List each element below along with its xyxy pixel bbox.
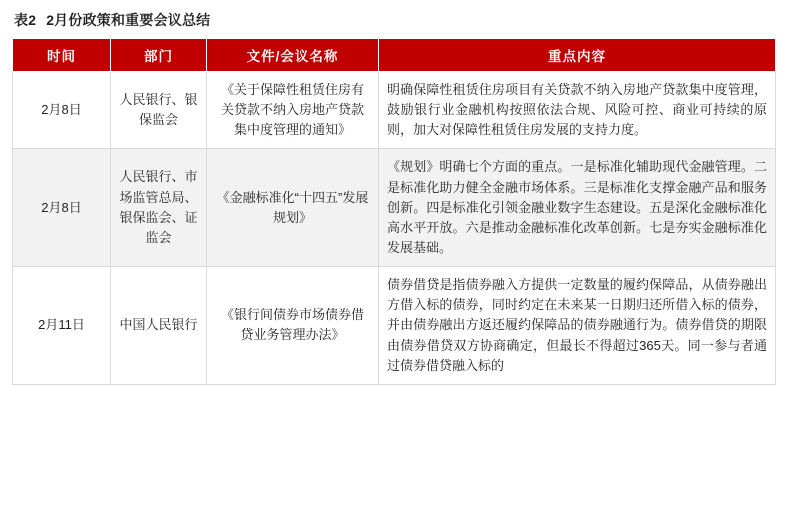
cell-content: 债券借贷是指债券融入方提供一定数量的履约保障品，从债券融出方借入标的债券，同时约定在未来某一日期归还所借入标的债券，并由债券融出方返还履约保障品的债券融通行为。债券借贷的期限由债券借贷双方协商确定，但最长不得超过365天。同一参与者通过债券借贷融入标的: [379, 267, 776, 385]
column-header-document: 文件/会议名称: [207, 39, 379, 72]
cell-department: 人民银行、市场监管总局、银保监会、证监会: [111, 149, 207, 267]
cell-time: 2月8日: [13, 72, 111, 149]
cell-time: 2月8日: [13, 149, 111, 267]
cell-document: 《银行间债券市场债券借贷业务管理办法》: [207, 267, 379, 385]
cell-content: 明确保障性租赁住房项目有关贷款不纳入房地产贷款集中度管理，鼓励银行业金融机构按照依法合规、风险可控、商业可持续的原则，加大对保障性租赁住房发展的支持力度。: [379, 72, 776, 149]
table-caption: [14, 10, 775, 30]
table-row: [13, 267, 776, 385]
column-header-time: 时间: [13, 39, 111, 72]
cell-department: 中国人民银行: [111, 267, 207, 385]
table-row: [13, 149, 776, 267]
cell-document: 《关于保障性租赁住房有关贷款不纳入房地产贷款集中度管理的通知》: [207, 72, 379, 149]
table-header-row: [13, 39, 776, 72]
table-caption-text: 2月份政策和重要会议总结: [46, 12, 211, 28]
cell-document: 《金融标准化“十四五”发展规划》: [207, 149, 379, 267]
column-header-department: 部门: [111, 39, 207, 72]
cell-time: 2月11日: [13, 267, 111, 385]
cell-department: 人民银行、银保监会: [111, 72, 207, 149]
policy-summary-table: [12, 38, 776, 385]
column-header-content: 重点内容: [379, 39, 776, 72]
table-caption-label: 表2: [14, 12, 37, 28]
table-row: [13, 72, 776, 149]
page-bottom-clip: [0, 481, 787, 521]
cell-content: 《规划》明确七个方面的重点。一是标准化辅助现代金融管理。二是标准化助力健全金融市场体系。三是标准化支撑金融产品和服务创新。四是标准化引领金融业数字生态建设。五是深化金融标准化高水平开放。六是推动金融标准化改革创新。七是夯实金融标准化发展基础。: [379, 149, 776, 267]
